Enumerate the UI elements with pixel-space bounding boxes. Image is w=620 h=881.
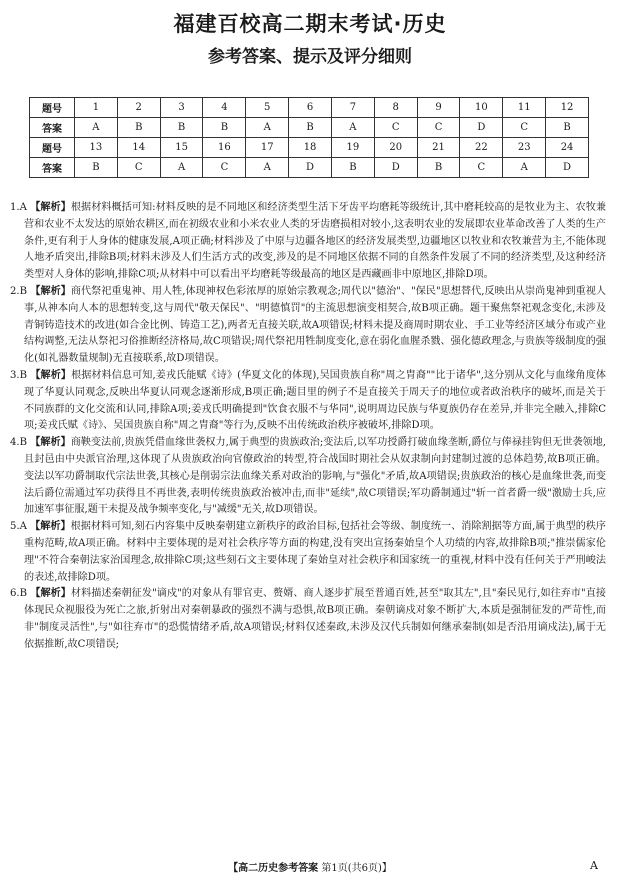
item-answer: B	[19, 588, 28, 600]
explanation-item	[10, 200, 606, 284]
answer-cell: C	[460, 158, 503, 178]
explanation-item	[10, 368, 606, 435]
answer-cell: D	[374, 158, 417, 178]
question-number-cell: 11	[503, 98, 546, 118]
answer-cell: B	[546, 118, 589, 138]
answer-cell: B	[117, 118, 160, 138]
item-number: 4.	[10, 437, 20, 449]
question-number-cell: 24	[546, 138, 589, 158]
answer-cell: A	[246, 118, 289, 138]
question-number-cell: 1	[75, 98, 118, 118]
item-text: 商代祭祀重鬼神、用人牲,体现神权色彩浓厚的原始宗教观念;周代以"德治"、"保民"思想替代,反映出从崇尚鬼神到重视人事,从神本向人本的思想转变,这与周代"敬天保民"、"明德慎罚"的主流思想演变相契合,故B项正确。题干聚焦祭祀观念变化,未涉及青铜铸造技术的改进(如合金比例、铸造工艺),两者无直接关联,故A项错误;材料未提及商周时期农业、手工业等经济区域分布或产业结构调整,无法从祭祀习俗推断经济格局,故C项错误;周代祭祀用牲制度变化,意在弱化血腥杀戮、强化德政理念,与贵族等级制度的强化(如礼器数量规制)无直接联系,故D项错误。	[24, 285, 606, 365]
item-answer: B	[19, 285, 28, 297]
footer-title: 【高二历史参考答案	[228, 863, 319, 874]
answer-cell: D	[289, 158, 332, 178]
item-text: 根据材料信息可知,姜戎氏能赋《诗》(华夏文化的体现),吴国贵族自称"周之胄裔""比于诸华",这分别从文化与血缘角度体现了华夏认同观念,反映出华夏认同观念逐渐形成,B项正确;题目里的例子不是直接关于周天子的地位或者政治秩序的破坏,而是关于不同族群的文化交流和认同,排除A项;姜戎氏明确提到"饮食衣服不与华同",说明周边民族与华夏族仍存在差异,并非完全融入,排除C项;姜戎氏赋《诗》、吴国贵族自称"周之胄裔"等行为,反映不出传统政治秩序被破坏,排除D项。	[24, 369, 607, 432]
analysis-tag: 【解析】	[30, 521, 71, 533]
explanation-item	[10, 435, 606, 519]
paper-version: A	[590, 859, 598, 872]
answer-row	[30, 158, 589, 178]
page-footer	[0, 859, 620, 874]
row-label-answer: 答案	[30, 158, 75, 178]
item-number: 5.	[10, 521, 20, 533]
answer-cell: B	[75, 158, 118, 178]
row-label-number: 题号	[30, 138, 75, 158]
answer-cell: D	[460, 118, 503, 138]
question-number-cell: 13	[75, 138, 118, 158]
answer-cell: B	[203, 118, 246, 138]
answer-cell: C	[117, 158, 160, 178]
page-subtitle: 参考答案、提示及评分细则	[208, 47, 412, 67]
question-number-cell: 15	[160, 138, 203, 158]
analysis-tag: 【解析】	[30, 437, 71, 449]
question-number-row	[30, 98, 589, 118]
answer-cell: A	[160, 158, 203, 178]
analysis-tag: 【解析】	[30, 285, 71, 297]
item-answer: B	[19, 369, 28, 381]
question-number-cell: 8	[374, 98, 417, 118]
item-number: 2.	[10, 285, 20, 297]
analysis-tag: 【解析】	[30, 588, 71, 600]
answer-cell: C	[417, 118, 460, 138]
question-number-cell: 14	[117, 138, 160, 158]
answer-cell: C	[503, 118, 546, 138]
item-answer: B	[19, 437, 28, 449]
answer-cell: B	[417, 158, 460, 178]
analysis-tag: 【解析】	[30, 369, 72, 381]
analysis-tag: 【解析】	[30, 202, 71, 213]
explanation-item	[10, 284, 606, 368]
item-text: 根据材料概括可知:材料反映的是不同地区和经济类型生活下牙齿平均磨耗等级统计,其中磨耗较高的是牧业为主、农牧兼营和农业不太发达的原始农耕区,而在初级农业和小米农业人类的牙齿磨损相对较小,这表明农业的发展即农业革命改善了人类的生产条件,更有利于人身体的健康发展,A项正确;材料涉及了中原与边疆各地区的经济发展类型,边疆地区以牧业和农牧兼营为主,不能体现人地矛盾突出,排除B项;材料未涉及人们生活方式的改变,涉及的是不同地区依据不同的自然条件发展了不同的经济类型,及这种经济类型对人身体的影响,排除C项;从材料中可以看出平均磨耗等级最高的地区是西藏画非中原地区,排除D项。	[24, 202, 606, 281]
question-number-cell: 12	[546, 98, 589, 118]
page-title: 福建百校高二期末考试·历史	[173, 12, 447, 36]
answer-cell: A	[331, 118, 374, 138]
explanation-list	[10, 200, 606, 654]
footer-page: 第1页(共6页)】	[321, 863, 392, 874]
item-number: 6.	[10, 588, 20, 600]
question-number-cell: 23	[503, 138, 546, 158]
item-text: 材料描述秦朝征发"谪戍"的对象从有罪官吏、赘婿、商人逐步扩展至普通百姓,甚至"取其左",且"秦民见行,如往弃市"直接体现民众视服役为死亡之旅,折射出对秦朝暴政的强烈不满与恐惧,故B项正确。秦朝谪戍对象不断扩大,本质是强制征发的严苛性,而非"制度灵活性",与"如往弃市"的恐慌情绪矛盾,故A项错误;材料仅述秦政,未涉及汉代兵制如何继承秦制(如是否沿用谪戍法),属于无依据推断,故C项错误;	[24, 588, 606, 650]
question-number-cell: 19	[331, 138, 374, 158]
item-number: 1.	[10, 202, 20, 213]
question-number-cell: 20	[374, 138, 417, 158]
question-number-row	[30, 138, 589, 158]
question-number-cell: 4	[203, 98, 246, 118]
question-number-cell: 22	[460, 138, 503, 158]
question-number-cell: 9	[417, 98, 460, 118]
item-text: 根据材料可知,刻石内容集中反映秦朝建立新秩序的政治目标,包括社会等级、制度统一、消除割据等方面,属于典型的秩序重构范畴,故A项正确。材料中主要体现的是对社会秩序等方面的构建,没有突出宣扬秦始皇个人功绩的内容,故排除B项;"推崇儒家伦理"不符合秦朝法家治国理念,故排除C项;这些刻石文主要体现了秦始皇对社会秩序和国家统一的重视,材料中没有任何关于严刑峻法的表述,故排除D项。	[24, 521, 607, 583]
item-answer: A	[19, 202, 27, 213]
question-number-cell: 7	[331, 98, 374, 118]
question-number-cell: 17	[246, 138, 289, 158]
answer-row	[30, 118, 589, 138]
question-number-cell: 10	[460, 98, 503, 118]
answer-cell: A	[503, 158, 546, 178]
answer-table	[29, 97, 589, 178]
row-label-number: 题号	[30, 98, 75, 118]
question-number-cell: 21	[417, 138, 460, 158]
answer-cell: A	[246, 158, 289, 178]
answer-cell: A	[75, 118, 118, 138]
answer-cell: B	[331, 158, 374, 178]
answer-cell: C	[374, 118, 417, 138]
answer-cell: C	[203, 158, 246, 178]
question-number-cell: 5	[246, 98, 289, 118]
question-number-cell: 16	[203, 138, 246, 158]
question-number-cell: 6	[289, 98, 332, 118]
row-label-answer: 答案	[30, 118, 75, 138]
explanation-item	[10, 519, 606, 586]
item-number: 3.	[10, 369, 20, 381]
answer-cell: B	[160, 118, 203, 138]
question-number-cell: 18	[289, 138, 332, 158]
explanation-item	[10, 586, 606, 653]
answer-cell: D	[546, 158, 589, 178]
answer-cell: B	[289, 118, 332, 138]
item-answer: A	[19, 521, 27, 533]
item-text: 商鞅变法前,贵族凭借血缘世袭权力,属于典型的贵族政治;变法后,以军功授爵打破血缘垄断,爵位与俸禄挂钩但无世袭领地,且封邑由中央派官治理,这体现了从贵族政治向官僚政治的转型,符合战国时期社会从奴隶制向封建制过渡的总体趋势,故B项正确。变法以军功爵制取代宗法世袭,其核心是削弱宗法血缘关系对政治的影响,与"强化"矛盾,故A项错误;贵族政治的核心是血缘世袭,而变法后爵位需通过军功获得且不再世袭,表明传统贵族政治被冲击,而非"延续",故C项错误;军功爵制通过"斩一首者爵一级"激励士兵,应加速军事征服,题干未提及战争频率变化,与"减缓"无关,故D项错误。	[24, 437, 606, 516]
question-number-cell: 3	[160, 98, 203, 118]
question-number-cell: 2	[117, 98, 160, 118]
